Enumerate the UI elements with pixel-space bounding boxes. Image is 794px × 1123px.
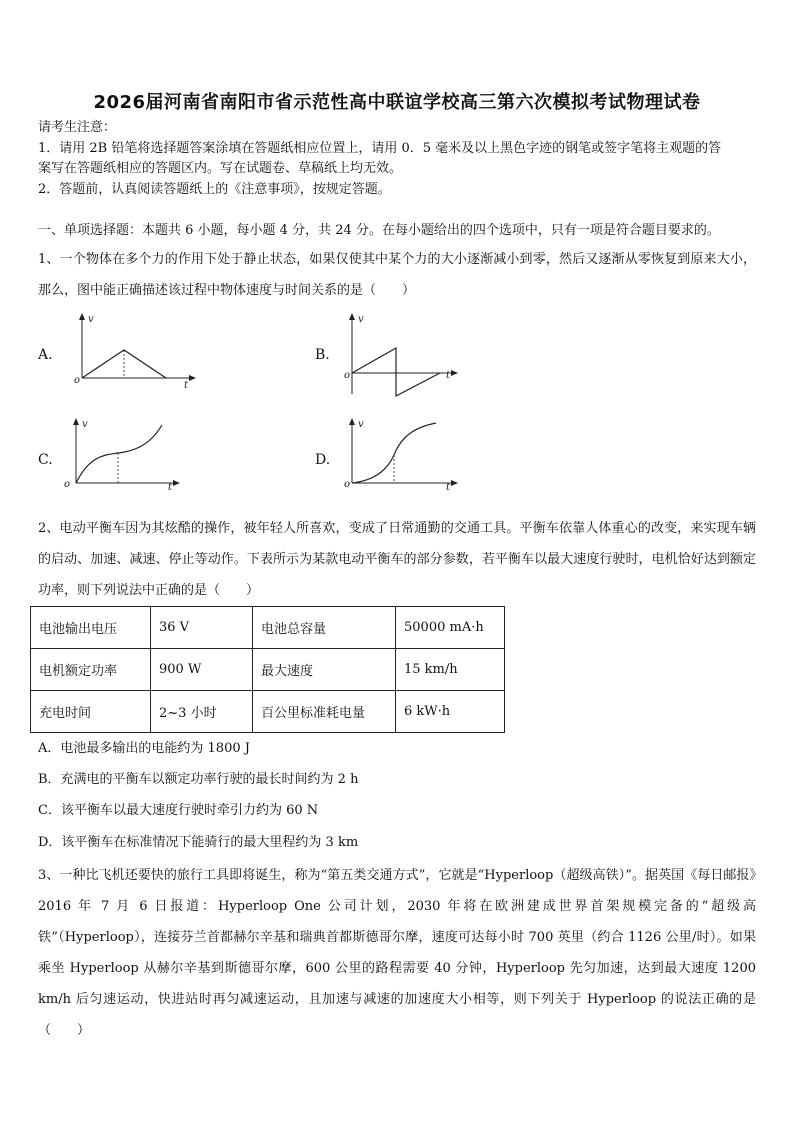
q1-option-c-graph (60, 415, 200, 495)
v-axis-arrow (73, 418, 79, 425)
table-cell: 最大速度 (253, 649, 396, 691)
v-t-curve (352, 423, 436, 483)
table-cell: 2~3 小时 (151, 691, 253, 733)
spec-table (30, 606, 505, 733)
table-cell: 电机额定功率 (31, 649, 151, 691)
page-title: 2026届河南省南阳市省示范性高中联谊学校高三第六次模拟考试物理试卷 (93, 92, 701, 113)
origin-label: o (344, 479, 351, 490)
q2-option-a[interactable]: A．电池最多输出的电能约为 1800 J (38, 741, 250, 756)
notice-item-2: 2．答题前，认真阅读答题纸上的《注意事项》，按规定答题。 (38, 182, 391, 197)
t-label: t (446, 482, 451, 493)
notice-heading: 请考生注意： (38, 120, 117, 135)
t-label: t (168, 482, 173, 493)
table-cell: 36 V (151, 607, 253, 649)
question-1-stem: 1、一个物体在多个力的作用下处于静止状态，如果仅使其中某个力的大小逐渐减小到零，然后又逐渐从零恢复到原来大小，那么，图中能正确描述该过程中物体速度与时间关系的是（ ） (38, 252, 756, 298)
t-axis-arrow (451, 480, 458, 486)
table-row (31, 607, 505, 649)
table-cell: 电池总容量 (253, 607, 396, 649)
section-header: 一、单项选择题：本题共 6 小题，每小题 4 分，共 24 分。在每小题给出的四个选项中，只有一项是符合题目要求的。 (38, 223, 720, 238)
notice-item-1-line-2: 案写在答题纸相应的答题区内。写在试题卷、草稿纸上均无效。 (38, 161, 403, 176)
question-2-stem: 2、电动平衡车因为其炫酷的操作，被年轻人所喜欢，变成了日常通勤的交通工具。平衡车依靠人体重心的改变，来实现车辆的启动、加速、减速、停止等动作。下表所示为某款电动平衡车的部分参数，若平衡车以最大速度行驶时，电机恰好达到额定功率，则下列说法中正确的是（ ） (38, 521, 756, 598)
q1-option-b-graph (336, 310, 476, 400)
v-label: v (82, 419, 88, 430)
v-label: v (358, 314, 364, 325)
v-label: v (358, 419, 364, 430)
table-cell: 50000 mA·h (396, 607, 505, 649)
q1-option-a-label[interactable]: A. (38, 347, 53, 363)
table-cell: 充电时间 (31, 691, 151, 733)
q1-option-c-label[interactable]: C. (38, 452, 53, 468)
origin-label: o (344, 370, 351, 381)
q2-option-b[interactable]: B．充满电的平衡车以额定功率行驶的最长时间约为 2 h (38, 772, 359, 787)
table-cell: 电池输出电压 (31, 607, 151, 649)
t-axis-arrow (173, 480, 180, 486)
q2-option-c[interactable]: C．该平衡车以最大速度行驶时牵引力约为 60 N (38, 803, 319, 818)
question-3-stem: 3、一种比飞机还要快的旅行工具即将诞生，称为“第五类交通方式”，它就是“Hyperloop（超级高铁）”。据英国《每日邮报》2016 年 7 月 6 日报道：Hyperloop One 公司计划，2030 年将在欧洲建成世界首架规模完备的“超级高铁”（Hyperloop），连接芬兰首都赫尔辛基和瑞典首都斯德哥尔摩，速度可达每小时 700 英里（约合 1126 公里/时）。如果乘坐 Hyperloop 从赫尔辛基到斯德哥尔摩，600 公里的路程需要 40 分钟，Hyperloop 先匀加速，达到最大速度 1200 km/h 后匀速运动，快进站时再匀减速运动，且加速与减速的加速度大小相等，则下列关于 Hyperloop 的说法正确的是（ ） (38, 868, 756, 1038)
q1-option-b-label[interactable]: B. (315, 347, 330, 363)
t-label: t (446, 370, 451, 381)
q2-option-d[interactable]: D．该平衡车在标准情况下能骑行的最大里程约为 3 km (38, 835, 359, 850)
origin-label: o (74, 375, 81, 386)
q1-option-d-graph (336, 415, 476, 495)
v-t-curve (76, 425, 162, 483)
origin-label: o (64, 479, 71, 490)
v-label: v (88, 314, 94, 325)
v-axis-arrow (79, 313, 85, 320)
t-label: t (184, 380, 189, 390)
table-cell: 6 kW·h (396, 691, 505, 733)
v-axis-arrow (349, 418, 355, 425)
table-cell: 15 km/h (396, 649, 505, 691)
table-cell: 900 W (151, 649, 253, 691)
v-axis-arrow (349, 313, 355, 320)
t-axis-arrow (189, 375, 196, 381)
q1-option-d-label[interactable]: D. (315, 452, 331, 468)
table-row (31, 649, 505, 691)
table-cell: 百公里标准耗电量 (253, 691, 396, 733)
t-axis-arrow (451, 370, 458, 376)
notice-item-1-line-1: 1．请用 2B 铅笔将选择题答案涂填在答题纸相应位置上，请用 0．5 毫米及以上黑色字迹的钢笔或签字笔将主观题的答 (38, 141, 722, 156)
q1-option-a-graph (66, 310, 206, 390)
table-row (31, 691, 505, 733)
v-t-curve (352, 348, 440, 396)
